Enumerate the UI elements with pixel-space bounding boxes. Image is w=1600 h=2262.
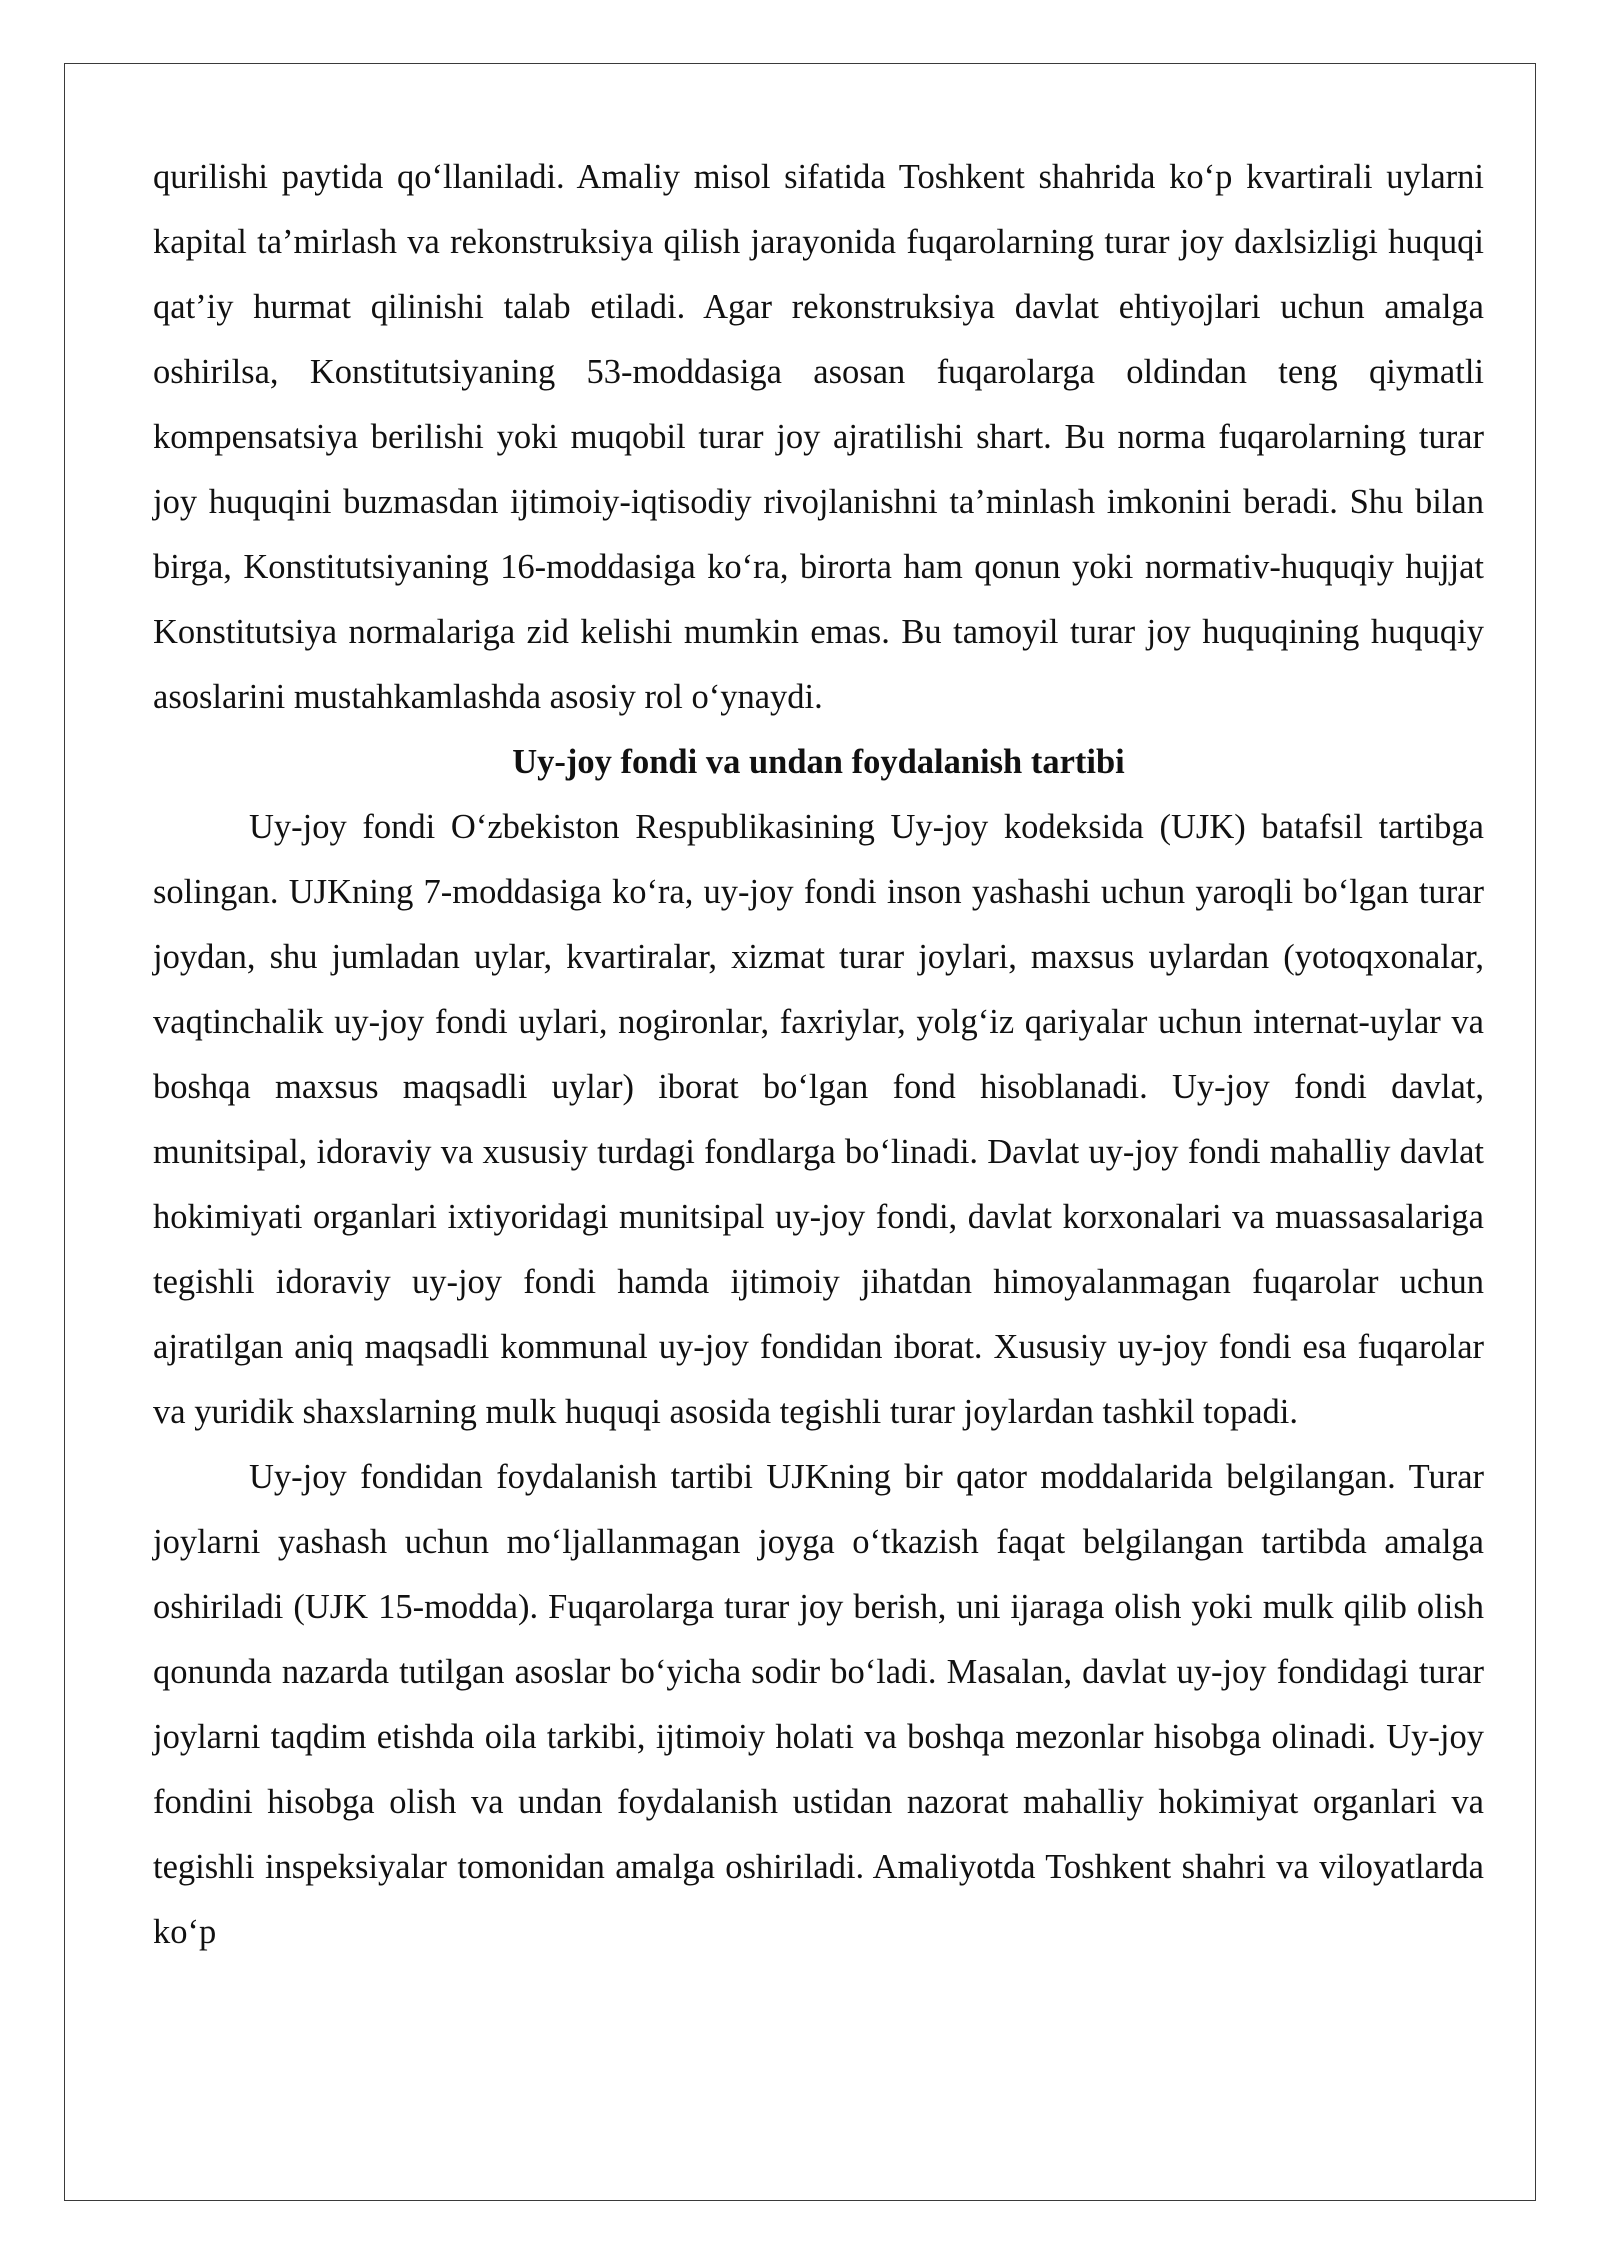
document-body — [153, 145, 1484, 1965]
paragraph-housing-fund: Uy-joy fondi O‘zbekiston Respublikasining Uy-joy kodeksida (UJK) batafsil tartibga solingan. UJKning 7-moddasiga ko‘ra, uy-joy fondi inson yashashi uchun yaroqli bo‘lgan turar joydan, shu jumladan uylar, kvartiralar, xizmat turar joylari, maxsus uylardan (yotoqxonalar, vaqtinchalik uy-joy fondi uylari, nogironlar, faxriylar, yolg‘iz qariyalar uchun internat-uylar va boshqa maxsus maqsadli uylar) iborat bo‘lgan fond hisoblanadi. Uy-joy fondi davlat, munitsipal, idoraviy va xususiy turdagi fondlarga bo‘linadi. Davlat uy-joy fondi mahalliy davlat hokimiyati organlari ixtiyoridagi munitsipal uy-joy fondi, davlat korxonalari va muassasalariga tegishli idoraviy uy-joy fondi hamda ijtimoiy jihatdan himoyalanmagan fuqarolar uchun ajratilgan aniq maqsadli kommunal uy-joy fondidan iborat. Xususiy uy-joy fondi esa fuqarolar va yuridik shaxslarning mulk huquqi asosida tegishli turar joylardan tashkil topadi. — [153, 808, 1484, 1431]
section-heading: Uy-joy fondi va undan foydalanish tartibi — [512, 743, 1125, 781]
paragraph-housing-fund-usage: Uy-joy fondidan foydalanish tartibi UJKning bir qator moddalarida belgilangan. Turar joylarni yashash uchun mo‘ljallanmagan joyga o‘tkazish faqat belgilangan tartibda amalga oshiriladi (UJK 15-modda). Fuqarolarga turar joy berish, uni ijaraga olish yoki mulk qilib olish qonunda nazarda tutilgan asoslar bo‘yicha sodir bo‘ladi. Masalan, davlat uy-joy fondidagi turar joylarni taqdim etishda oila tarkibi, ijtimoiy holati va boshqa mezonlar hisobga olinadi. Uy-joy fondini hisobga olish va undan foydalanish ustidan nazorat mahalliy hokimiyat organlari va tegishli inspeksiyalar tomonidan amalga oshiriladi. Amaliyotda Toshkent shahri va viloyatlarda ko‘p — [153, 1458, 1484, 1951]
paragraph-continued: qurilishi paytida qo‘llaniladi. Amaliy misol sifatida Toshkent shahrida ko‘p kvartirali uylarni kapital ta’mirlash va rekonstruksiya qilish jarayonida fuqarolarning turar joy daxlsizligi huquqi qat’iy hurmat qilinishi talab etiladi. Agar rekonstruksiya davlat ehtiyojlari uchun amalga oshirilsa, Konstitutsiyaning 53-moddasiga asosan fuqarolarga oldindan teng qiymatli kompensatsiya berilishi yoki muqobil turar joy ajratilishi shart. Bu norma fuqarolarning turar joy huquqini buzmasdan ijtimoiy-iqtisodiy rivojlanishni ta’minlash imkonini beradi. Shu bilan birga, Konstitutsiyaning 16-moddasiga ko‘ra, birorta ham qonun yoki normativ-huquqiy hujjat Konstitutsiya normalariga zid kelishi mumkin emas. Bu tamoyil turar joy huquqining huquqiy asoslarini mustahkamlashda asosiy rol o‘ynaydi. — [153, 158, 1484, 716]
